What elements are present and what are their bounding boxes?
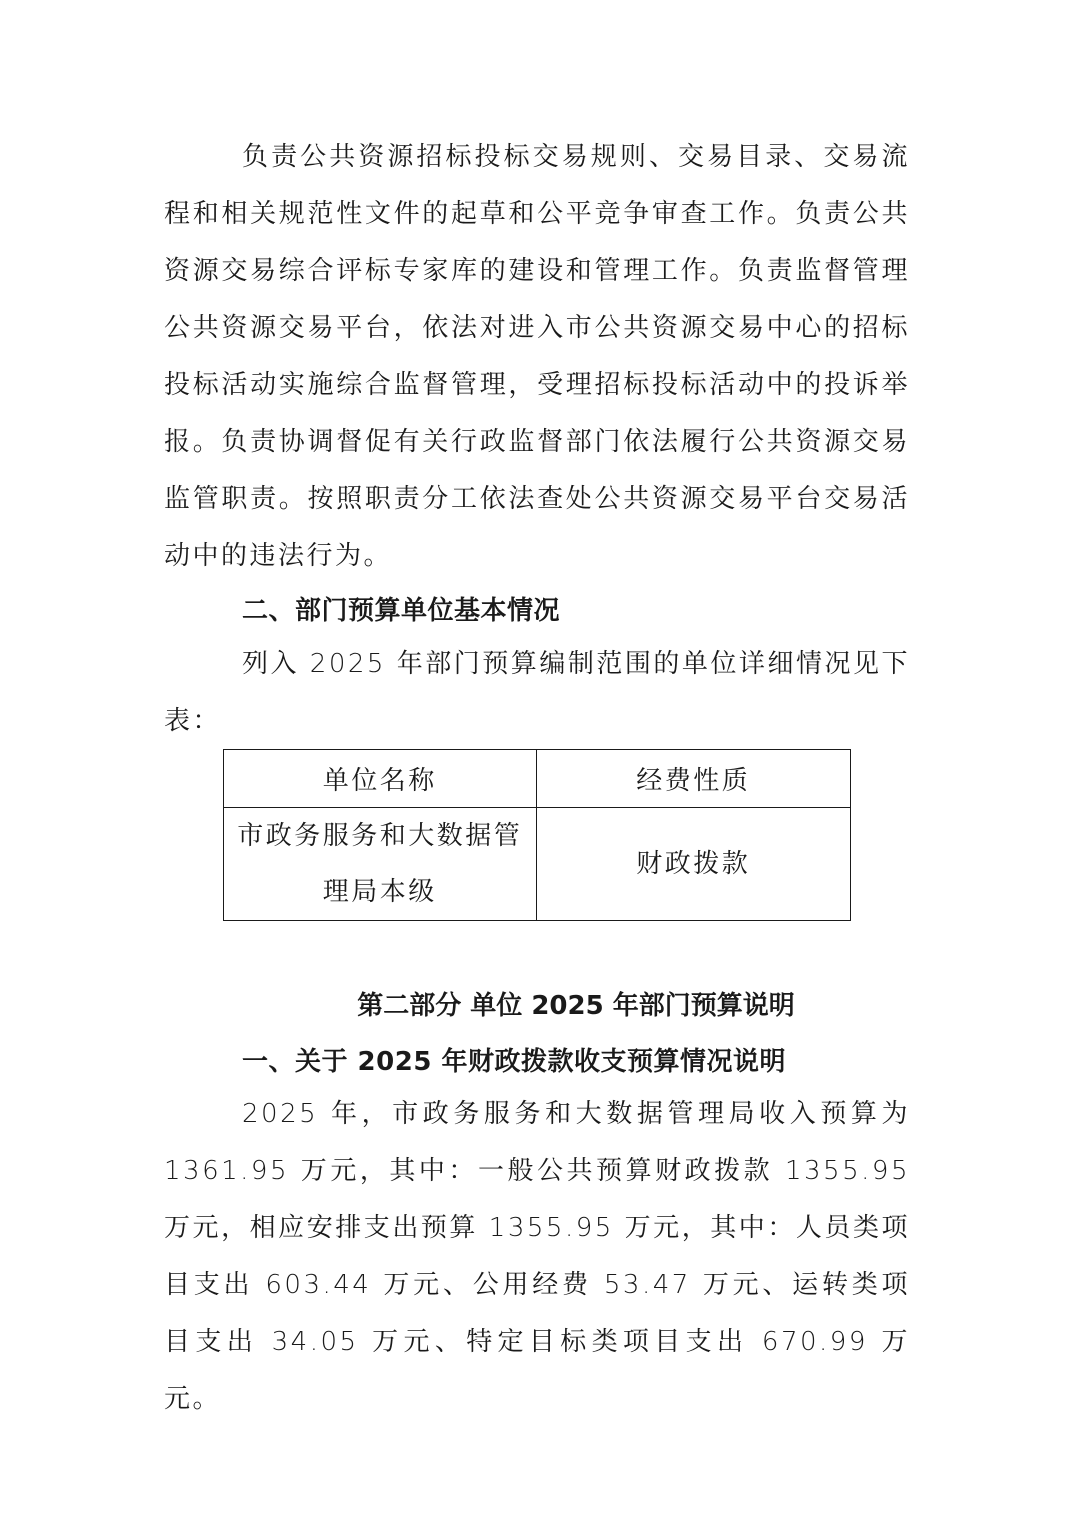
scope-intro-paragraph: 列入 2025 年部门预算编制范围的单位详细情况见下表： [164, 649, 910, 736]
table-header-row [224, 750, 851, 808]
cell-unit-name: 市政务服务和大数据管理局本级 [224, 808, 537, 921]
budget-detail-paragraph: 2025 年，市政务服务和大数据管理局收入预算为 1361.95 万元，其中：一般公共预算财政拨款 1355.95 万元，相应安排支出预算 1355.95 万元，其中：人员类项目支出 603.44 万元、公用经费 53.47 万元、运转类项目支出 34.05 万元、特定目标类项目支出 670.99 万元。 [164, 1099, 910, 1414]
table-row [224, 808, 851, 921]
column-header-funding-type: 经费性质 [536, 750, 851, 808]
column-header-unit-name: 单位名称 [224, 750, 537, 808]
section-heading-unit-basic-info: 二、部门预算单位基本情况 [242, 596, 561, 626]
section-heading-fiscal-budget: 一、关于 2025 年财政拨款收支预算情况说明 [242, 1047, 786, 1077]
part-two-title: 第二部分 单位 2025 年部门预算说明 [357, 991, 795, 1021]
budget-unit-table [223, 749, 851, 921]
duties-paragraph: 负责公共资源招标投标交易规则、交易目录、交易流程和相关规范性文件的起草和公平竞争审查工作。负责公共资源交易综合评标专家库的建设和管理工作。负责监督管理公共资源交易平台，依法对进入市公共资源交易中心的招标投标活动实施综合监督管理，受理招标投标活动中的投诉举报。负责协调督促有关行政监督部门依法履行公共资源交易监管职责。按照职责分工依法查处公共资源交易平台交易活动中的违法行为。 [164, 142, 910, 571]
cell-funding-type: 财政拨款 [536, 808, 851, 921]
